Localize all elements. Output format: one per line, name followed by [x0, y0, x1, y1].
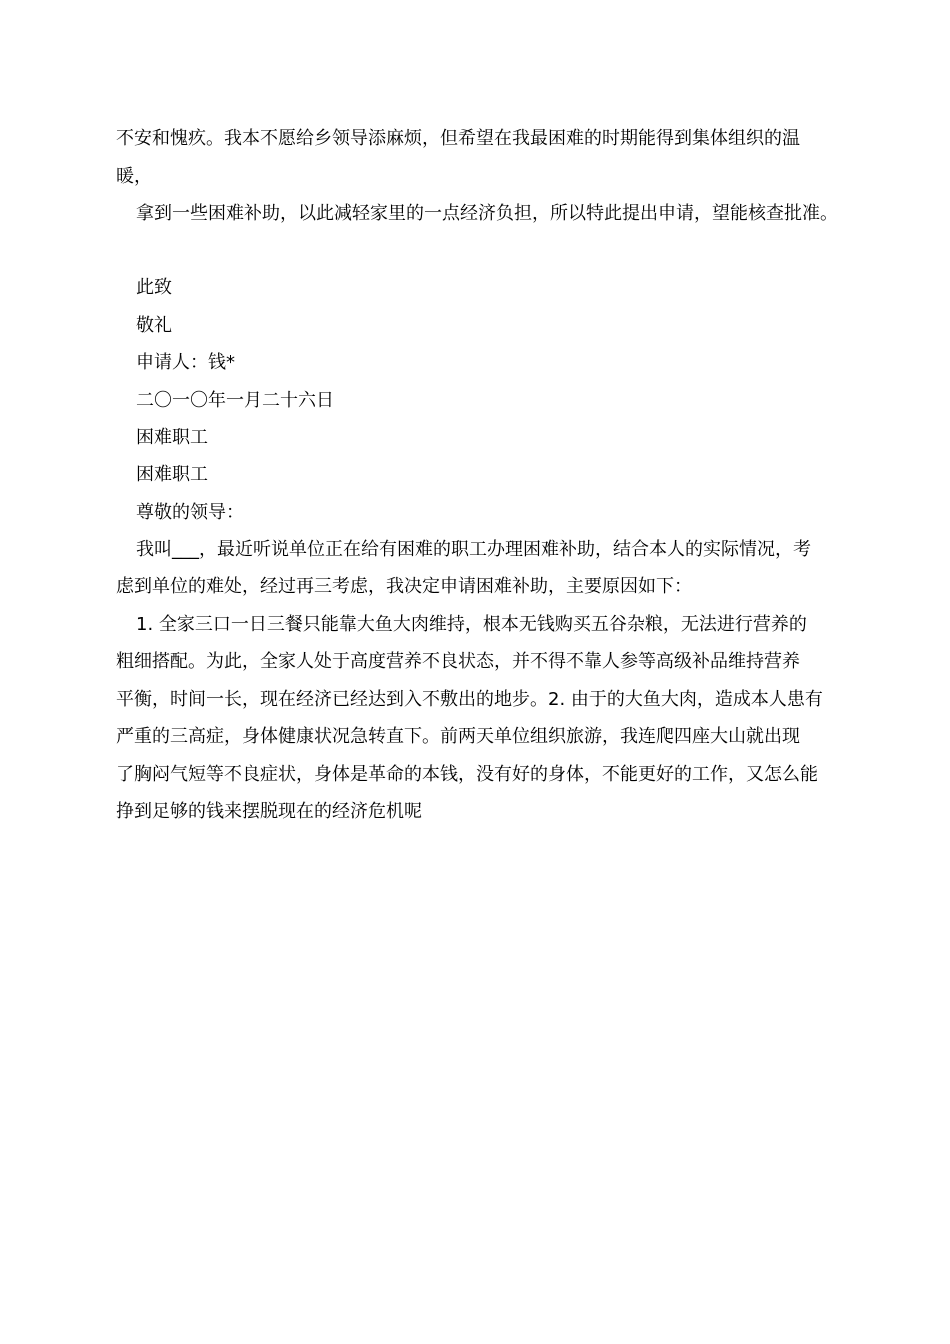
paragraph-4-line-4: 严重的三高症，身体健康状况急转直下。前两天单位组织旅游，我连爬四座大山就出现 — [116, 726, 800, 747]
paragraph-4-line-3: 平衡，时间一长，现在经济已经达到入不敷出的地步。2. 由于的大鱼大肉，造成本人患有 — [116, 689, 823, 710]
paragraph-4-line-2: 粗细搭配。为此，全家人处于高度营养不良状态，并不得不靠人参等高级补品维持营养 — [116, 651, 800, 672]
application-date: 二〇一〇年一月二十六日 — [136, 390, 334, 411]
applicant-signature: 申请人：钱* — [136, 352, 235, 373]
paragraph-4-line-1: 1. 全家三口一日三餐只能靠大鱼大肉维持，根本无钱购买五谷杂粮，无法进行营养的 — [136, 614, 807, 635]
heading-1: 困难职工 — [136, 427, 208, 448]
paragraph-3-line-2: 虑到单位的难处，经过再三考虑，我决定申请困难补助，主要原因如下： — [116, 576, 692, 597]
heading-2: 困难职工 — [136, 464, 208, 485]
paragraph-2: 拿到一些困难补助，以此减轻家里的一点经济负担，所以特此提出申请，望能核查批准。 — [136, 203, 838, 224]
paragraph-4-line-6: 挣到足够的钱来摆脱现在的经济危机呢 — [116, 801, 422, 822]
paragraph-3-line-1: 我叫___，最近听说单位正在给有困难的职工办理困难补助，结合本人的实际情况，考 — [136, 539, 811, 560]
paragraph-1-line-2: 暖， — [116, 166, 152, 187]
closing-salutation: 此致 — [136, 277, 172, 298]
closing-regards: 敬礼 — [136, 315, 172, 336]
greeting: 尊敬的领导： — [136, 502, 244, 523]
paragraph-4-line-5: 了胸闷气短等不良症状，身体是革命的本钱，没有好的身体，不能更好的工作，又怎么能 — [116, 764, 818, 785]
paragraph-1-line-1: 不安和愧疚。我本不愿给乡领导添麻烦，但希望在我最困难的时期能得到集体组织的温 — [116, 128, 800, 149]
